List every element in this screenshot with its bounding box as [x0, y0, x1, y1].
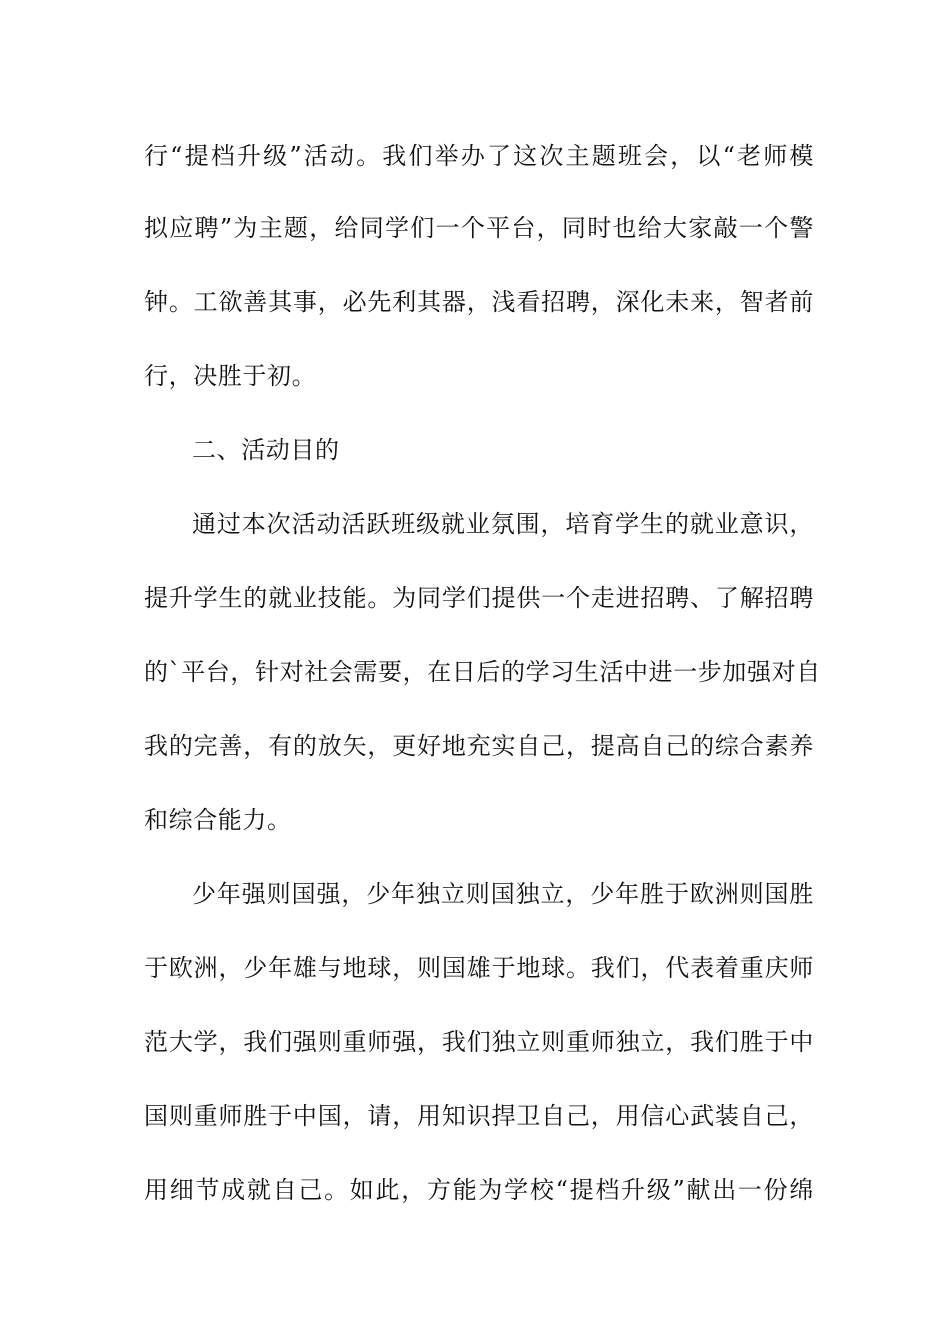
text-line: 和综合能力。 — [144, 806, 292, 834]
text-line: 行“提档升级”活动。我们举办了这次主题班会，以“老师模 — [144, 142, 814, 170]
text-line: 钟。工欲善其事，必先利其器，浅看招聘，深化未来，智者前 — [144, 288, 814, 316]
text-line: 国则重师胜于中国，请，用知识捍卫自己，用信心武装自己， — [144, 1102, 814, 1130]
text-line: 提升学生的就业技能。为同学们提供一个走进招聘、了解招聘 — [144, 584, 814, 612]
text-line: 拟应聘”为主题，给同学们一个平台，同时也给大家敲一个警 — [144, 214, 814, 242]
section-heading: 二、活动目的 — [192, 436, 340, 464]
text-line: 我的完善，有的放矢，更好地充实自己，提高自己的综合素养 — [144, 732, 814, 760]
text-line: 通过本次活动活跃班级就业氛围，培育学生的就业意识， — [192, 510, 814, 538]
text-line: 于欧洲，少年雄与地球，则国雄于地球。我们，代表着重庆师 — [144, 954, 814, 982]
text-line: 行，决胜于初。 — [144, 362, 317, 390]
text-line: 少年强则国强，少年独立则国独立，少年胜于欧洲则国胜 — [192, 880, 814, 908]
text-line: 用细节成就自己。如此，方能为学校“提档升级”献出一份绵 — [144, 1176, 814, 1204]
text-line: 的`平台，针对社会需要，在日后的学习生活中进一步加强对自 — [144, 658, 821, 686]
text-line: 范大学，我们强则重师强，我们独立则重师独立，我们胜于中 — [144, 1028, 814, 1056]
